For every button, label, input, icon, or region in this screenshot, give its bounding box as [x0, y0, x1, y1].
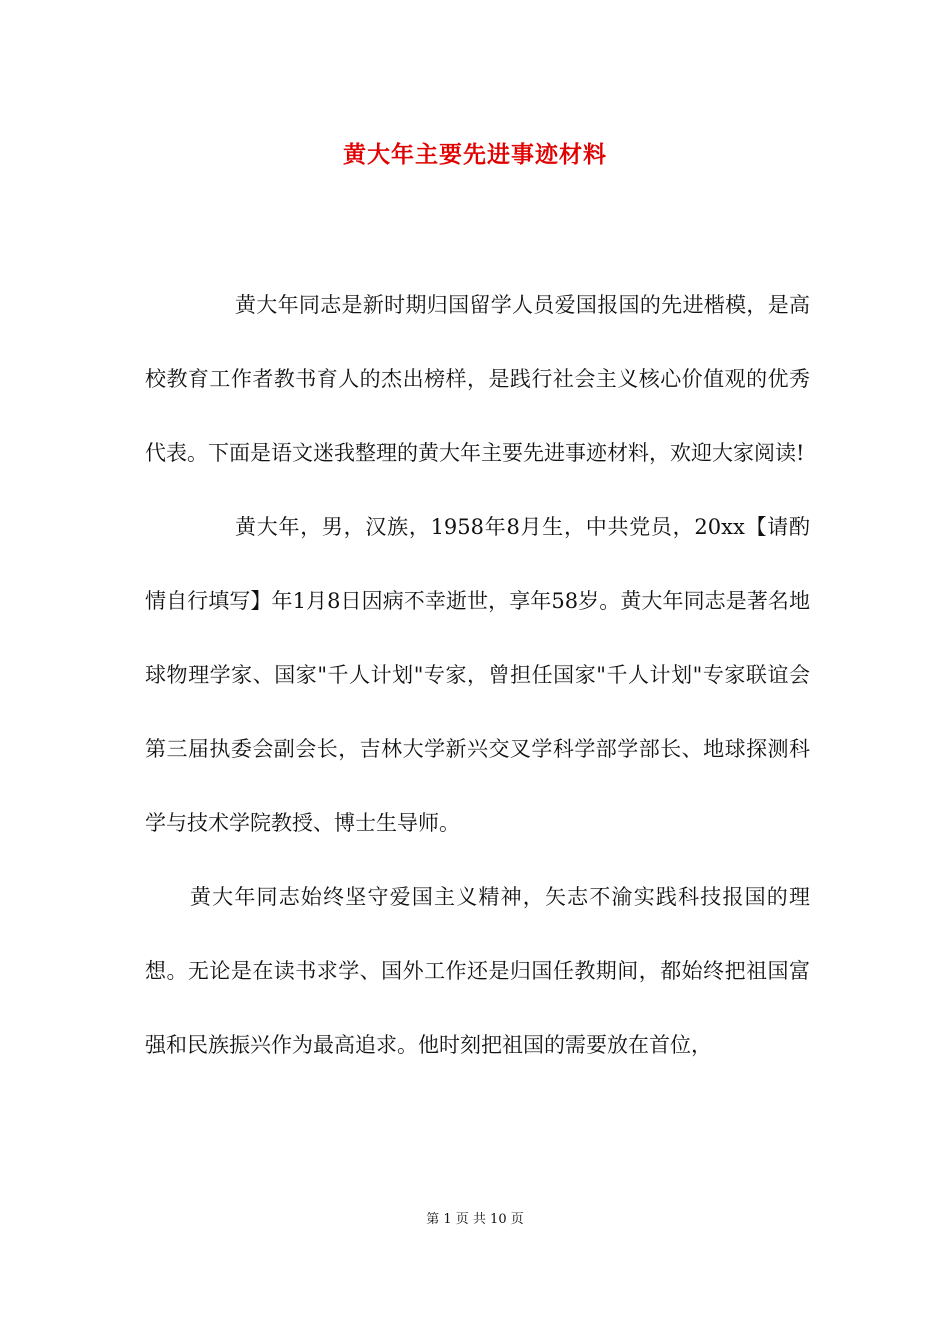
paragraph-intro: 黄大年同志是新时期归国留学人员爱国报国的先进楷模，是高校教育工作者教书育人的杰出榜样，是践行社会主义核心价值观的优秀代表。下面是语文迷我整理的黄大年主要先进事迹材料，欢迎大家阅读! — [145, 293, 810, 465]
document-body — [145, 268, 810, 1082]
page-number: 第 1 页 共 10 页 — [426, 1212, 524, 1227]
paragraph-biography: 黄大年，男，汉族，1958年8月生，中共党员，20xx【请酌情自行填写】年1月8日因病不幸逝世，享年58岁。黄大年同志是著名地球物理学家、国家"千人计划"专家，曾担任国家"千人计划"专家联谊会第三届执委会副会长，吉林大学新兴交叉学科学部学部长、地球探测科学与技术学院教授、博士生导师。 — [145, 515, 810, 835]
document-title: 黄大年主要先进事迹材料 — [343, 141, 607, 168]
page-footer — [0, 1208, 950, 1227]
paragraph-patriotism: 黄大年同志始终坚守爱国主义精神，矢志不渝实践科技报国的理想。无论是在读书求学、国外工作还是归国任教期间，都始终把祖国富强和民族振兴作为最高追求。他时刻把祖国的需要放在首位， — [145, 885, 810, 1057]
